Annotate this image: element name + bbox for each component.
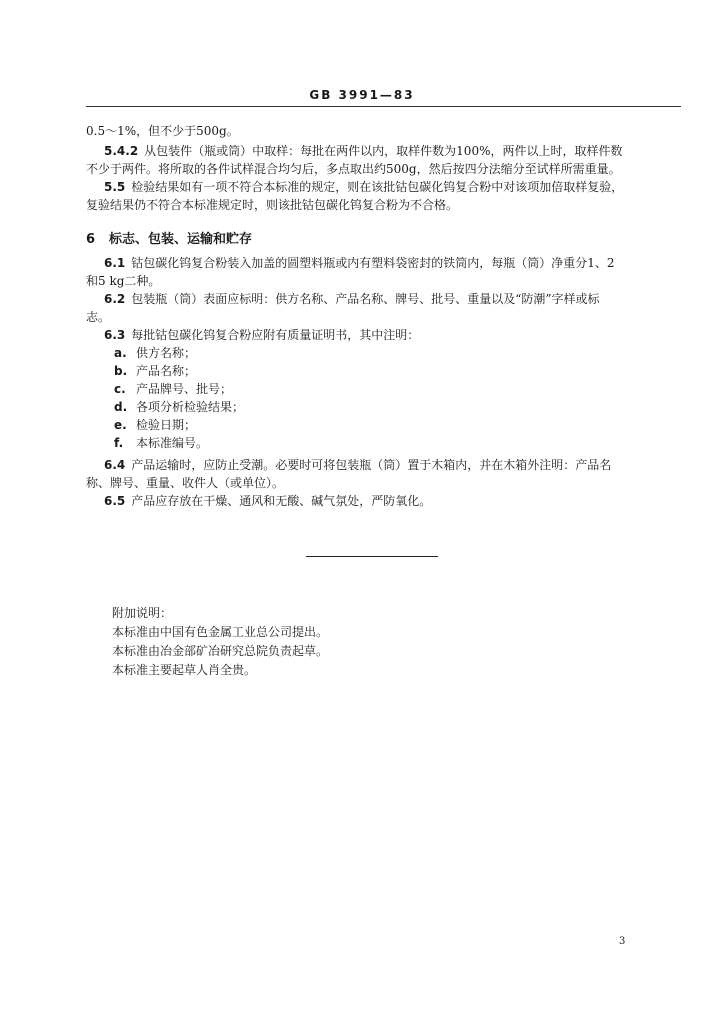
standard-code: GB 3991—83: [309, 88, 415, 102]
clause-text: 包装瓶（筒）表面应标明：供方名称、产品名称、牌号、批号、重量以及“防潮”字样或标: [131, 292, 600, 306]
clause-text: 检验结果如有一项不符合本标准的规定，则在该批钴包碳化钨复合粉中对该项加倍取样复验，: [131, 180, 624, 194]
clause-number: 6.5: [104, 494, 126, 508]
clause-6-1-line2: 和5 kg二种。: [86, 274, 161, 288]
clause-text: 从包装件（瓶或筒）中取样：每批在两件以内，取样件数为100%，两件以上时，取样件数: [144, 144, 623, 158]
clause-number: 5.5: [104, 180, 126, 194]
notes-line: 本标准由冶金部矿冶研究总院负责起草。: [112, 644, 329, 658]
section-title: 标志、包装、运输和贮存: [109, 232, 253, 247]
list-item-text: 产品牌号、批号；: [136, 382, 233, 396]
clause-text: 产品运输时，应防止受潮。必要时可将包装瓶（筒）置于木箱内，并在木箱外注明：产品名: [131, 458, 612, 472]
list-item: [114, 436, 208, 450]
clause-6-5-line1: [104, 494, 431, 508]
list-item-letter: b.: [114, 364, 128, 378]
clause-6-2-line1: [104, 292, 600, 306]
clause-number: 6.3: [104, 328, 126, 342]
clause-5-4-2-line1: [104, 144, 622, 158]
list-item-text: 检验日期；: [136, 418, 197, 432]
list-item-letter: c.: [114, 382, 126, 396]
list-item-text: 产品名称；: [136, 364, 197, 378]
clause-6-4-line2: 称、牌号、重量、收件人（或单位）。: [86, 476, 285, 490]
end-rule: [306, 556, 438, 557]
clause-number: 6.2: [104, 292, 126, 306]
notes-line: 本标准由中国有色金属工业总公司提出。: [112, 625, 329, 639]
list-item-text: 各项分析检验结果；: [136, 400, 245, 414]
clause-6-4-line1: [104, 458, 611, 472]
list-item: [114, 400, 244, 414]
page-number: 3: [619, 936, 626, 947]
list-item-text: 供方名称；: [136, 346, 197, 360]
clause-6-3-line1: [104, 328, 419, 342]
notes-title: 附加说明：: [112, 606, 173, 620]
clause-5-5-line1: [104, 180, 623, 194]
section-number: 6: [86, 232, 96, 247]
clause-text: 每批钴包碳化钨复合粉应附有质量证明书，其中注明：: [131, 328, 420, 342]
section-6-heading: [86, 228, 252, 247]
clause-6-2-line2: 志。: [86, 310, 111, 324]
section-5-tail: 0.5～1%，但不少于500g。: [86, 124, 239, 138]
list-item-letter: f.: [114, 436, 124, 450]
list-item-letter: e.: [114, 418, 127, 432]
list-item: [114, 418, 196, 432]
list-item: [114, 382, 232, 396]
list-item: [114, 364, 196, 378]
clause-5-5-line2: 复验结果仍不符合本标准规定时，则该批钴包碳化钨复合粉为不合格。: [86, 198, 459, 212]
list-item-letter: d.: [114, 400, 128, 414]
clause-number: 5.4.2: [104, 144, 139, 158]
clause-6-1-line1: [104, 256, 615, 270]
list-item-text: 本标准编号。: [136, 436, 209, 450]
clause-5-4-2-line2: 不少于两件。将所取的各件试样混合均匀后，多点取出约500g，然后按四分法缩分至试样所需重量。: [86, 162, 621, 176]
list-item-letter: a.: [114, 346, 127, 360]
notes-line: 本标准主要起草人肖全贵。: [112, 663, 257, 677]
clause-number: 6.1: [104, 256, 126, 270]
clause-text: 产品应存放在干燥、通风和无酸、碱气氛处，严防氧化。: [131, 494, 432, 508]
clause-number: 6.4: [104, 458, 126, 472]
list-item: [114, 346, 196, 360]
clause-text: 钴包碳化钨复合粉装入加盖的圆塑料瓶或内有塑料袋密封的铁筒内，每瓶（筒）净重分1、2: [131, 256, 615, 270]
header-rule: [86, 106, 681, 107]
